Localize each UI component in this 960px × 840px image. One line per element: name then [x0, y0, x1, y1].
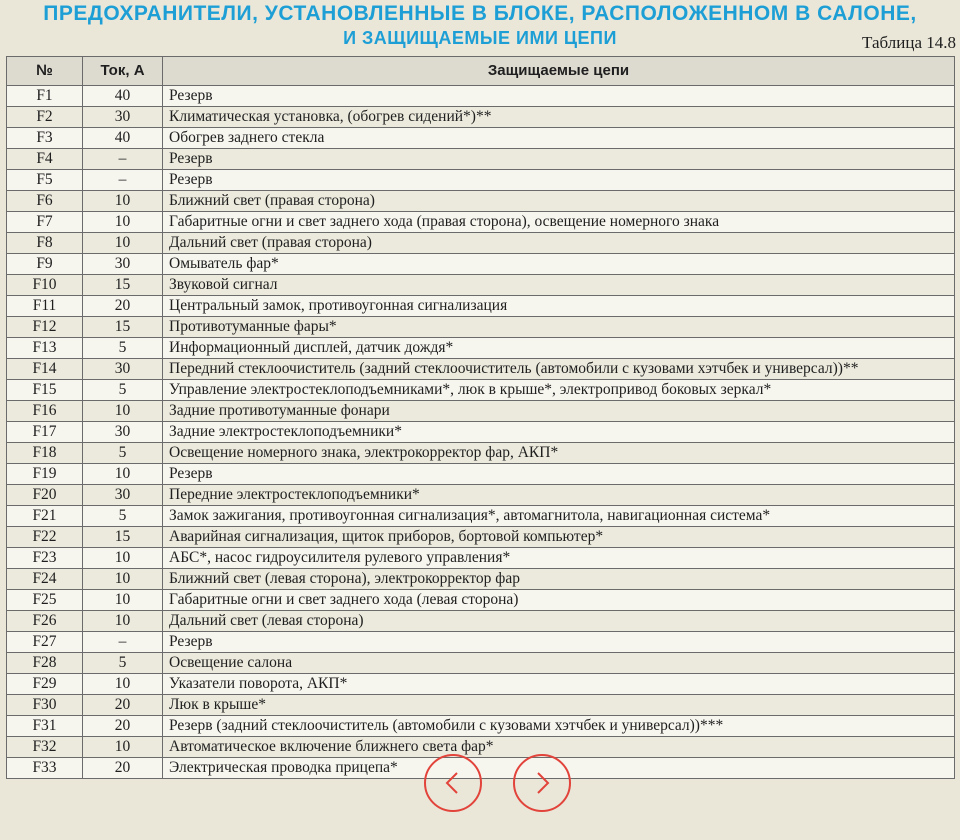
fuse-current-cell: 10 [83, 233, 163, 254]
table-row [7, 632, 955, 653]
fuse-current-cell: 20 [83, 296, 163, 317]
fuse-circuit-cell: Ближний свет (левая сторона), электрокорректор фар [163, 569, 955, 590]
fuse-number-cell: F18 [7, 443, 83, 464]
fuse-current-cell: 5 [83, 443, 163, 464]
column-header-current: Ток, А [83, 57, 163, 86]
fuse-number-cell: F29 [7, 674, 83, 695]
fuse-number-cell: F28 [7, 653, 83, 674]
fuse-current-cell: 10 [83, 737, 163, 758]
table-row [7, 254, 955, 275]
fuse-current-cell: 15 [83, 317, 163, 338]
fuse-circuit-cell: Передний стеклоочиститель (задний стеклоочиститель (автомобили с кузовами хэтчбек и универсал))** [163, 359, 955, 380]
fuse-number-cell: F30 [7, 695, 83, 716]
fuse-circuit-cell: Резерв [163, 149, 955, 170]
column-header-circuits: Защищаемые цепи [163, 57, 955, 86]
fuse-number-cell: F13 [7, 338, 83, 359]
fuse-circuit-cell: Задние противотуманные фонари [163, 401, 955, 422]
table-row [7, 464, 955, 485]
table-row [7, 170, 955, 191]
table-row [7, 569, 955, 590]
fuse-current-cell: 10 [83, 212, 163, 233]
fuse-circuit-cell: Указатели поворота, АКП* [163, 674, 955, 695]
table-row [7, 506, 955, 527]
table-row [7, 401, 955, 422]
fuse-table [6, 56, 955, 779]
fuse-current-cell: 15 [83, 275, 163, 296]
fuse-number-cell: F25 [7, 590, 83, 611]
fuse-circuit-cell: Габаритные огни и свет заднего хода (левая сторона) [163, 590, 955, 611]
fuse-number-cell: F9 [7, 254, 83, 275]
fuse-circuit-cell: Освещение салона [163, 653, 955, 674]
fuse-current-cell: 30 [83, 107, 163, 128]
fuse-current-cell: – [83, 149, 163, 170]
fuse-circuit-cell: Центральный замок, противоугонная сигнализация [163, 296, 955, 317]
fuse-current-cell: 10 [83, 569, 163, 590]
table-row [7, 233, 955, 254]
fuse-number-cell: F33 [7, 758, 83, 779]
fuse-current-cell: 5 [83, 338, 163, 359]
table-row [7, 191, 955, 212]
table-row [7, 443, 955, 464]
table-row [7, 674, 955, 695]
fuse-circuit-cell: Аварийная сигнализация, щиток приборов, бортовой компьютер* [163, 527, 955, 548]
page-title: ПРЕДОХРАНИТЕЛИ, УСТАНОВЛЕННЫЕ В БЛОКЕ, РАСПОЛОЖЕННОМ В САЛОНЕ, [43, 2, 917, 25]
fuse-current-cell: 10 [83, 548, 163, 569]
fuse-circuit-cell: Автоматическое включение ближнего света фар* [163, 737, 955, 758]
fuse-number-cell: F5 [7, 170, 83, 191]
table-header-row [7, 57, 955, 86]
column-header-number: № [7, 57, 83, 86]
table-body [7, 86, 955, 779]
table-row [7, 86, 955, 107]
fuse-circuit-cell: Резерв [163, 86, 955, 107]
previous-page-button[interactable] [424, 754, 482, 812]
table-row [7, 548, 955, 569]
fuse-number-cell: F27 [7, 632, 83, 653]
fuse-number-cell: F20 [7, 485, 83, 506]
fuse-circuit-cell: Резерв [163, 632, 955, 653]
fuse-circuit-cell: Освещение номерного знака, электрокорректор фар, АКП* [163, 443, 955, 464]
page-subtitle: И ЗАЩИЩАЕМЫЕ ИМИ ЦЕПИ [343, 28, 617, 48]
fuse-current-cell: 10 [83, 611, 163, 632]
fuse-circuit-cell: Задние электростеклоподъемники* [163, 422, 955, 443]
fuse-number-cell: F21 [7, 506, 83, 527]
fuse-number-cell: F17 [7, 422, 83, 443]
fuse-current-cell: – [83, 170, 163, 191]
fuse-current-cell: 30 [83, 359, 163, 380]
fuse-number-cell: F12 [7, 317, 83, 338]
table-row [7, 695, 955, 716]
fuse-number-cell: F8 [7, 233, 83, 254]
fuse-number-cell: F24 [7, 569, 83, 590]
fuse-circuit-cell: Люк в крыше* [163, 695, 955, 716]
chevron-right-icon [529, 770, 555, 796]
table-row [7, 737, 955, 758]
fuse-circuit-cell: Информационный дисплей, датчик дождя* [163, 338, 955, 359]
table-row [7, 422, 955, 443]
fuse-number-cell: F31 [7, 716, 83, 737]
table-row [7, 317, 955, 338]
fuse-current-cell: 20 [83, 695, 163, 716]
fuse-number-cell: F26 [7, 611, 83, 632]
fuse-circuit-cell: Электрическая проводка прицепа* [163, 758, 955, 779]
fuse-number-cell: F23 [7, 548, 83, 569]
fuse-number-cell: F16 [7, 401, 83, 422]
fuse-current-cell: 10 [83, 401, 163, 422]
fuse-number-cell: F32 [7, 737, 83, 758]
table-row [7, 485, 955, 506]
fuse-circuit-cell: АБС*, насос гидроусилителя рулевого управления* [163, 548, 955, 569]
fuse-circuit-cell: Звуковой сигнал [163, 275, 955, 296]
chevron-left-icon [440, 770, 466, 796]
table-row [7, 107, 955, 128]
fuse-number-cell: F11 [7, 296, 83, 317]
fuse-number-cell: F7 [7, 212, 83, 233]
fuse-number-cell: F1 [7, 86, 83, 107]
fuse-number-cell: F4 [7, 149, 83, 170]
table-row [7, 653, 955, 674]
fuse-current-cell: 40 [83, 86, 163, 107]
fuse-number-cell: F10 [7, 275, 83, 296]
fuse-circuit-cell: Управление электростеклоподъемниками*, люк в крыше*, электропривод боковых зеркал* [163, 380, 955, 401]
fuse-circuit-cell: Дальний свет (правая сторона) [163, 233, 955, 254]
fuse-circuit-cell: Противотуманные фары* [163, 317, 955, 338]
fuse-number-cell: F2 [7, 107, 83, 128]
table-row [7, 359, 955, 380]
fuse-current-cell: 30 [83, 485, 163, 506]
fuse-circuit-cell: Передние электростеклоподъемники* [163, 485, 955, 506]
fuse-number-cell: F3 [7, 128, 83, 149]
fuse-current-cell: 30 [83, 422, 163, 443]
table-row [7, 380, 955, 401]
fuse-circuit-cell: Резерв [163, 464, 955, 485]
fuse-number-cell: F22 [7, 527, 83, 548]
fuse-number-cell: F6 [7, 191, 83, 212]
table-row [7, 275, 955, 296]
table-row [7, 128, 955, 149]
fuse-current-cell: 10 [83, 191, 163, 212]
fuse-current-cell: 40 [83, 128, 163, 149]
fuse-circuit-cell: Ближний свет (правая сторона) [163, 191, 955, 212]
table-row [7, 338, 955, 359]
fuse-circuit-cell: Резерв [163, 170, 955, 191]
fuse-current-cell: 15 [83, 527, 163, 548]
fuse-current-cell: 5 [83, 380, 163, 401]
table-row [7, 527, 955, 548]
fuse-current-cell: 20 [83, 716, 163, 737]
next-page-button[interactable] [513, 754, 571, 812]
fuse-circuit-cell: Омыватель фар* [163, 254, 955, 275]
fuse-circuit-cell: Климатическая установка, (обогрев сидений*)** [163, 107, 955, 128]
fuse-current-cell: 5 [83, 653, 163, 674]
table-row [7, 149, 955, 170]
fuse-circuit-cell: Габаритные огни и свет заднего хода (правая сторона), освещение номерного знака [163, 212, 955, 233]
fuse-circuit-cell: Дальний свет (левая сторона) [163, 611, 955, 632]
fuse-current-cell: 30 [83, 254, 163, 275]
table-label: Таблица 14.8 [862, 33, 956, 52]
fuse-number-cell: F15 [7, 380, 83, 401]
table-row [7, 716, 955, 737]
fuse-current-cell: 10 [83, 464, 163, 485]
fuse-circuit-cell: Резерв (задний стеклоочиститель (автомобили с кузовами хэтчбек и универсал))*** [163, 716, 955, 737]
fuse-current-cell: 20 [83, 758, 163, 779]
fuse-current-cell: 10 [83, 674, 163, 695]
fuse-current-cell: 10 [83, 590, 163, 611]
table-row [7, 212, 955, 233]
table-row [7, 611, 955, 632]
fuse-circuit-cell: Замок зажигания, противоугонная сигнализация*, автомагнитола, навигационная система* [163, 506, 955, 527]
fuse-current-cell: 5 [83, 506, 163, 527]
fuse-circuit-cell: Обогрев заднего стекла [163, 128, 955, 149]
fuse-number-cell: F14 [7, 359, 83, 380]
fuse-current-cell: – [83, 632, 163, 653]
table-row [7, 296, 955, 317]
fuse-number-cell: F19 [7, 464, 83, 485]
table-row [7, 590, 955, 611]
